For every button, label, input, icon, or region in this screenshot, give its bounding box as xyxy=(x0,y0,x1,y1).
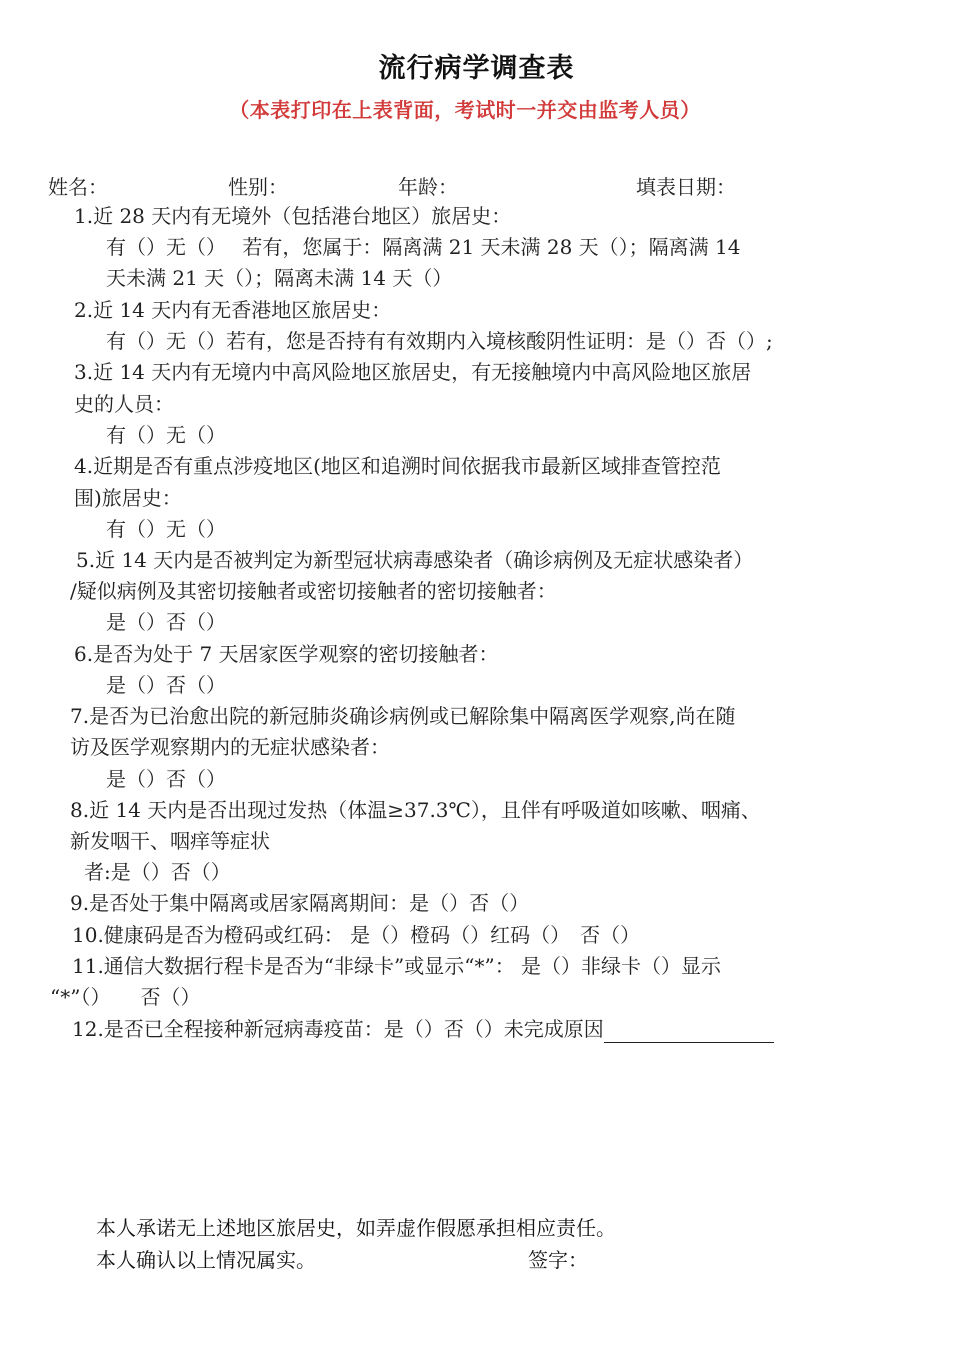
question-11-options-cont: “*”（） 否（） xyxy=(50,985,201,1009)
question-3-text: 3.近 14 天内有无境内中高风险地区旅居史，有无接触境内中高风险地区旅居 xyxy=(74,360,752,384)
question-11-text: 11.通信大数据行程卡是否为“非绿卡”或显示“*”： 是（）非绿卡（）显示 xyxy=(72,954,722,978)
question-2-options: 有（）无（）若有，您是否持有有效期内入境核酸阴性证明：是（）否（）; xyxy=(106,329,773,353)
question-2-text: 2.近 14 天内有无香港地区旅居史： xyxy=(74,298,392,322)
question-1-options: 有（）无（） 若有，您属于：隔离满 21 天未满 28 天（）；隔离满 14 xyxy=(106,235,741,259)
question-1-options-cont: 天未满 21 天（）；隔离未满 14 天（） xyxy=(106,266,453,290)
question-4-text-cont: 围)旅居史： xyxy=(74,486,182,510)
question-7-text: 7.是否为已治愈出院的新冠肺炎确诊病例或已解除集中隔离医学观察,尚在随 xyxy=(70,704,736,728)
gender-field-label: 性别： xyxy=(228,175,288,199)
question-4-text: 4.近期是否有重点涉疫地区(地区和追溯时间依据我市最新区域排查管控范 xyxy=(74,454,721,478)
question-7-options: 是（）否（） xyxy=(106,767,226,791)
pledge-statement: 本人承诺无上述地区旅居史，如弄虚作假愿承担相应责任。 xyxy=(96,1216,616,1240)
question-3-text-cont: 史的人员： xyxy=(74,392,174,416)
signature-label: 签字： xyxy=(528,1248,588,1272)
question-12-text xyxy=(72,1015,774,1043)
question-5-text-cont: /疑似病例及其密切接触者或密切接触者的密切接触者： xyxy=(70,579,557,603)
question-3-options: 有（）无（） xyxy=(106,423,226,447)
question-1-text: 1.近 28 天内有无境外（包括港台地区）旅居史： xyxy=(74,204,512,228)
question-12-label: 12.是否已全程接种新冠病毒疫苗：是（）否（）未完成原因 xyxy=(72,1017,604,1041)
question-5-text: 5.近 14 天内是否被判定为新型冠状病毒感染者（确诊病例及无症状感染者） xyxy=(76,548,754,572)
question-5-options: 是（）否（） xyxy=(106,610,226,634)
question-9-text: 9.是否处于集中隔离或居家隔离期间：是（）否（） xyxy=(70,891,530,915)
age-field-label: 年龄： xyxy=(398,175,458,199)
question-7-text-cont: 访及医学观察期内的无症状感染者： xyxy=(70,735,390,759)
question-6-options: 是（）否（） xyxy=(106,673,226,697)
date-field-label: 填表日期： xyxy=(636,175,736,199)
question-6-text: 6.是否为处于 7 天居家医学观察的密切接触者： xyxy=(74,642,499,666)
question-8-options: 者:是（）否（） xyxy=(84,860,231,884)
question-8-text-cont: 新发咽干、咽痒等症状 xyxy=(70,829,270,853)
confirmation-statement: 本人确认以上情况属实。 xyxy=(96,1248,316,1272)
page-title: 流行病学调查表 xyxy=(378,53,575,84)
reason-blank-line xyxy=(604,1022,774,1043)
question-10-text: 10.健康码是否为橙码或红码： 是（）橙码（）红码（） 否（） xyxy=(72,923,641,947)
name-field-label: 姓名： xyxy=(48,175,108,199)
page-subtitle-note: （本表打印在上表背面，考试时一并交由监考人员） xyxy=(229,98,701,122)
question-8-text: 8.近 14 天内是否出现过发热（体温≥37.3℃），且伴有呼吸道如咳嗽、咽痛、 xyxy=(70,798,761,822)
question-4-options: 有（）无（） xyxy=(106,517,226,541)
